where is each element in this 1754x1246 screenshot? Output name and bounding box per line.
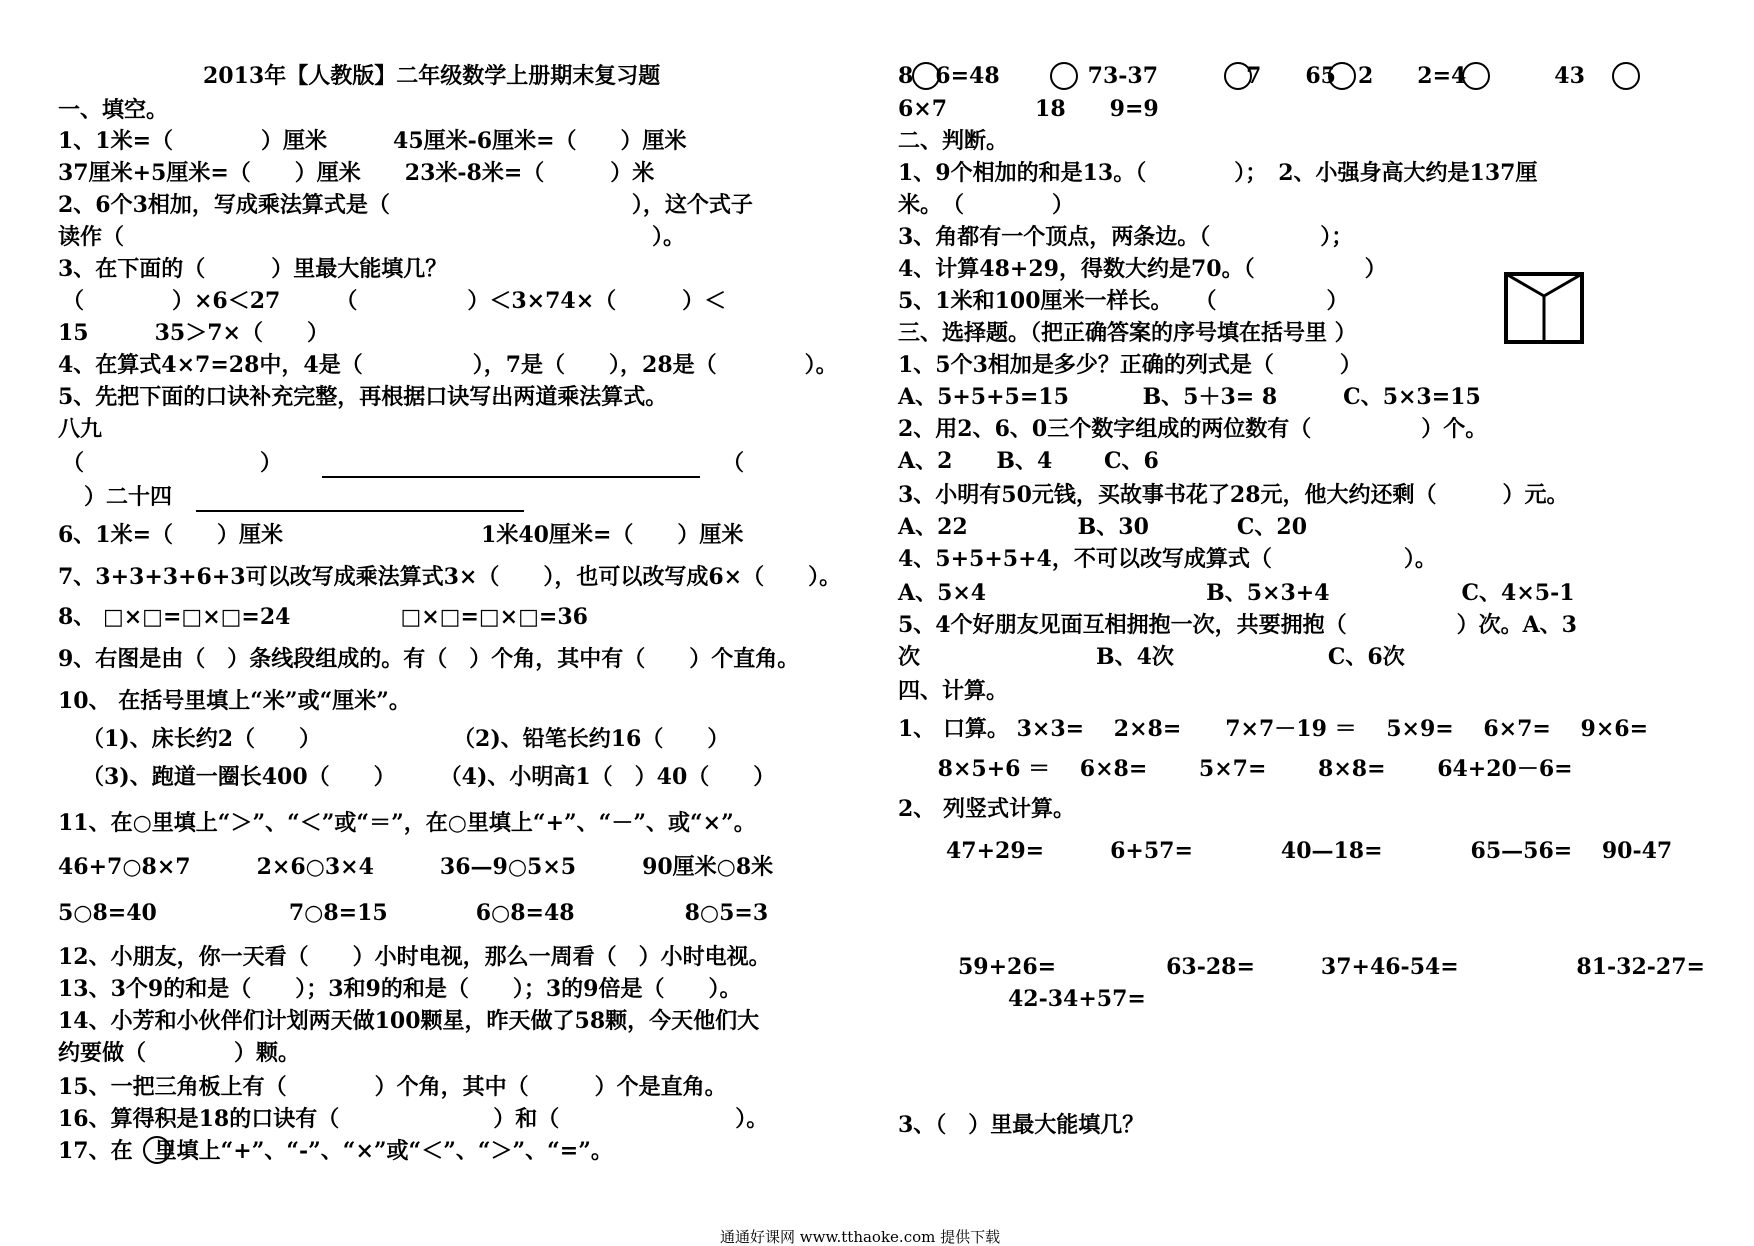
- circle-blank: [1050, 62, 1078, 90]
- question-7: 7、3+3+3+6+3可以改写成乘法算式3×（ ），也可以改写成6×（ ）。: [58, 564, 842, 590]
- question-11: 11、在○里填上“＞”、“＜”或“＝”，在○里填上“+”、“－”、或“×”。: [58, 810, 756, 836]
- section-fill-in: 一、填空。: [58, 97, 169, 123]
- question-5-paren: （ ）: [62, 450, 283, 476]
- choice-4: 4、5+5+5+4，不可以改写成算式（ ）。: [898, 546, 1437, 572]
- question-10-b: （3)、跑道一圈长400（ ） （4)、小明高1（ ）40（ ）: [82, 764, 776, 790]
- question-6: 6、1米=（ ）厘米 1米40厘米=（ ）厘米: [58, 522, 744, 548]
- line-segment-figure: [1504, 272, 1584, 344]
- calc-vertical-row3: 42-34+57=: [1008, 986, 1146, 1012]
- circle-blank: [1612, 62, 1640, 90]
- question-5: 5、先把下面的口诀补充完整，再根据口诀写出两道乘法算式。: [58, 384, 668, 410]
- question-9: 9、右图是由（ ）条线段组成的。有（ ）个角，其中有（ ）个直角。: [58, 646, 800, 672]
- judge-4: 4、计算48+29，得数大约是70。（ ）: [898, 256, 1387, 282]
- question-2b: 读作（ ）。: [58, 224, 686, 250]
- question-2a: 2、6个3相加，写成乘法算式是（ ），这个式子: [58, 192, 753, 218]
- circle-blank: [1462, 62, 1490, 90]
- choice-3-options: A、22 B、30 C、20: [898, 514, 1308, 540]
- question-1b: 37厘米+5厘米=（ ）厘米 23米-8米=（ ）米: [58, 160, 655, 186]
- answer-line-1: [322, 476, 700, 478]
- choice-1-options: A、5+5+5=15 B、5＋3= 8 C、5×3=15: [898, 384, 1481, 410]
- choice-4-options: A、5×4 B、5×3+4 C、4×5-1: [898, 580, 1575, 606]
- calc-oral-1: 1、 口算。 3×3= 2×8= 7×7－19 ＝ 5×9= 6×7= 9×6=: [898, 716, 1648, 742]
- question-5-paren2: （: [722, 450, 745, 476]
- question-13: 13、3个9的和是（ ）；3和9的和是（ ）；3的9倍是（ ）。: [58, 976, 742, 1002]
- circle-row: 8 6=48 73-37 7 65 2 2=4 43: [898, 63, 1585, 89]
- section-choice: 三、选择题。（把正确答案的序号填在括号里 ）: [898, 320, 1357, 346]
- question-4: 4、在算式4×7=28中，4是（ ），7是（ ），28是（ ）。: [58, 352, 838, 378]
- question-8: 8、 □×□=□×□=24 □×□=□×□=36: [58, 604, 588, 630]
- section-judge: 二、判断。: [898, 128, 1009, 154]
- question-5-bajiu: 八九: [58, 416, 103, 442]
- calc-vertical-row2: 59+26= 63-28= 37+46-54= 81-32-27=: [958, 954, 1705, 980]
- choice-2: 2、用2、6、0三个数字组成的两位数有（ ）个。: [898, 416, 1488, 442]
- question-10-a: （1)、床长约2（ ） （2)、铅笔长约16（ ）: [82, 726, 730, 752]
- question-12: 12、小朋友，你一天看（ ）小时电视，那么一周看（ ）小时电视。: [58, 944, 771, 970]
- footer-credit: 通通好课网 www.tthaoke.com 提供下载: [720, 1228, 1001, 1246]
- section-calc: 四、计算。: [898, 678, 1009, 704]
- question-17: 17、在 里填上“+”、“-”、“×”或“＜”、“＞”、“=”。: [58, 1138, 613, 1164]
- question-3-line2: 15 35＞7×（ ）: [58, 320, 329, 346]
- choice-5-options: 次 B、4次 C、6次: [898, 644, 1405, 670]
- question-14b: 约要做（ ）颗。: [58, 1040, 301, 1066]
- circle-blank: [143, 1136, 171, 1164]
- question-3-line1: （ ）×6＜27 （ ）＜3×74×（ ）＜: [62, 288, 727, 314]
- question-11-row2: 5○8=40 7○8=15 6○8=48 8○5=3: [58, 900, 769, 926]
- calc-vertical: 2、 列竖式计算。: [898, 796, 1075, 822]
- choice-5: 5、4个好朋友见面互相拥抱一次，共要拥抱（ ）次。A、3: [898, 612, 1577, 638]
- judge-3: 3、角都有一个顶点，两条边。（ ）；: [898, 224, 1354, 250]
- judge-5: 5、1米和100厘米一样长。 （ ）: [898, 288, 1349, 314]
- question-max-fill: 3、（ ）里最大能填几？: [898, 1112, 1145, 1138]
- choice-3: 3、小明有50元钱，买故事书花了28元，他大约还剩（ ）元。: [898, 482, 1569, 508]
- circle-blank: [1328, 62, 1356, 90]
- circle-row-2: 6×7 18 9=9: [898, 96, 1159, 122]
- judge-1a: 1、9个相加的和是13。（ ）； 2、小强身高大约是137厘: [898, 160, 1538, 186]
- question-1a: 1、1米=（ ）厘米 45厘米-6厘米=（ ）厘米: [58, 128, 687, 154]
- question-16: 16、算得积是18的口诀有（ ）和（ ）。: [58, 1106, 769, 1132]
- question-3: 3、在下面的（ ）里最大能填几？: [58, 256, 448, 282]
- judge-1b: 米。 （ ）: [898, 192, 1075, 218]
- question-5-ershisi: ）二十四: [62, 484, 173, 510]
- question-15: 15、一把三角板上有（ ）个角，其中（ ）个是直角。: [58, 1074, 727, 1100]
- question-10: 10、 在括号里填上“米”或“厘米”。: [58, 688, 411, 714]
- circle-blank: [912, 62, 940, 90]
- page-title: 2013年【人教版】二年级数学上册期末复习题: [203, 63, 661, 89]
- choice-1: 1、5个3相加是多少？正确的列式是（ ）: [898, 352, 1362, 378]
- question-11-row1: 46+7○8×7 2×6○3×4 36—9○5×5 90厘米○8米: [58, 854, 774, 880]
- calc-oral-2: 8×5+6 ＝ 6×8= 5×7= 8×8= 64+20－6=: [908, 756, 1573, 782]
- answer-line-2: [196, 510, 524, 512]
- choice-2-options: A、2 B、4 C、6: [898, 448, 1159, 474]
- calc-vertical-row1: 47+29= 6+57= 40—18= 65—56= 90-47: [946, 838, 1673, 864]
- question-14a: 14、小芳和小伙伴们计划两天做100颗星，昨天做了58颗，今天他们大: [58, 1008, 760, 1034]
- circle-blank: [1224, 62, 1252, 90]
